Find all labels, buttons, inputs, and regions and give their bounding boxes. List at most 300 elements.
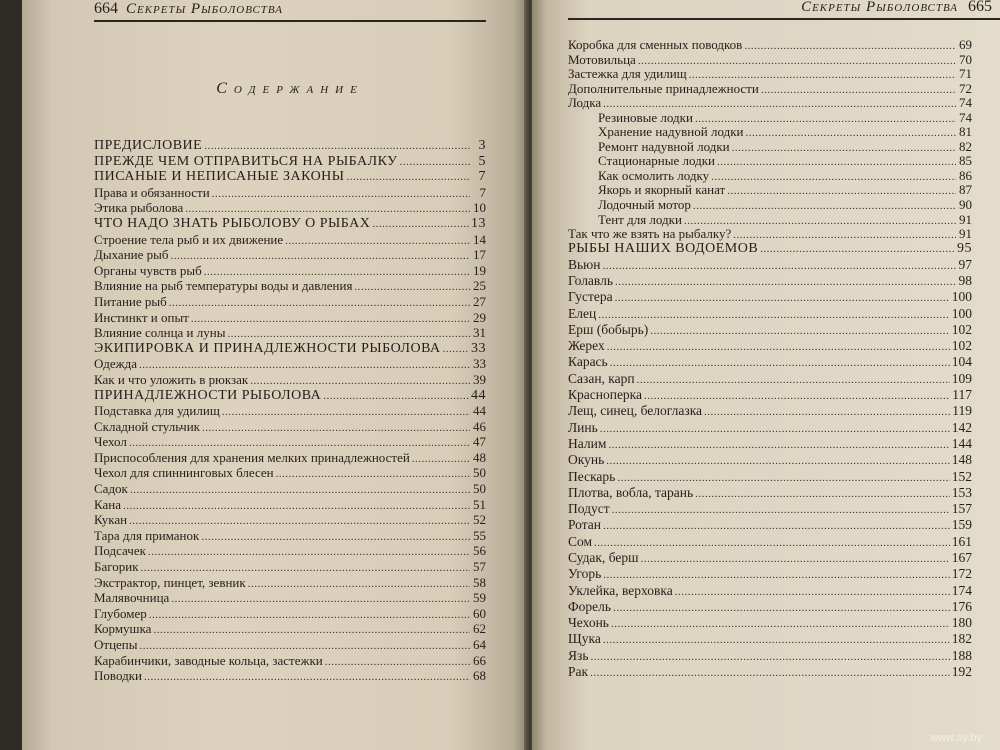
toc-entry-page: 176 (951, 598, 972, 614)
toc-entry-page: 33 (473, 356, 486, 372)
toc-entry (568, 306, 972, 322)
toc-entry (94, 232, 486, 248)
toc-entry (94, 154, 486, 170)
toc-leader-dots (600, 421, 950, 437)
toc-entry-page: 70 (959, 51, 972, 67)
toc-entry (94, 325, 486, 341)
toc-leader-dots (612, 502, 950, 518)
toc-entry (94, 419, 486, 435)
toc-entry-page: 100 (951, 289, 972, 305)
toc-entry-title: Плотва, вобла, тарань (568, 484, 694, 500)
toc-entry-title: Тара для приманок (94, 527, 200, 543)
toc-entry-title: Поводки (94, 668, 142, 684)
toc-entry (568, 550, 972, 566)
toc-entry (568, 501, 972, 517)
toc-entry (568, 289, 972, 305)
toc-entry-page: 29 (473, 309, 486, 325)
toc-entry (94, 403, 486, 419)
toc-entry (568, 322, 972, 338)
toc-leader-dots (760, 242, 955, 257)
toc-entry (568, 469, 972, 485)
toc-entry-page: 69 (959, 37, 972, 52)
toc-entry-title: Дыхание рыб (94, 247, 169, 263)
toc-leader-dots (650, 323, 950, 339)
toc-entry-title: Питание рыб (94, 293, 167, 309)
toc-entry-title: Язь (568, 647, 589, 663)
toc-leader-dots (325, 655, 470, 671)
toc-entry-page: 172 (951, 566, 972, 582)
toc-entry-title: Стационарные лодки (598, 153, 715, 169)
toc-entry-page: 174 (951, 582, 972, 598)
toc-entry-title: Карабинчики, заводные кольца, застежки (94, 652, 323, 668)
toc-entry (94, 543, 486, 559)
toc-entry (568, 648, 972, 664)
toc-entry (568, 111, 972, 126)
toc-entry-page: 102 (951, 321, 972, 337)
right-book-title: Секреты Рыболовства (801, 0, 958, 15)
toc-entry-title: Окунь (568, 452, 605, 468)
toc-entry-page: 59 (473, 590, 486, 606)
toc-leader-dots (610, 355, 950, 371)
toc-entry-page: 91 (959, 211, 972, 227)
toc-leader-dots (732, 141, 956, 156)
toc-entry-page: 144 (951, 435, 972, 451)
toc-entry (94, 559, 486, 575)
toc-entry-title: Лодочный мотор (598, 197, 691, 213)
toc-entry (568, 517, 972, 533)
toc-entry-page: 46 (473, 418, 486, 434)
toc-leader-dots (606, 453, 950, 469)
toc-entry (568, 125, 972, 140)
toc-entry-title: Малявочница (94, 590, 170, 606)
toc-entry-page: 39 (473, 371, 486, 387)
toc-entry-title: Приспособления для хранения мелких принадлежностей (94, 449, 410, 465)
toc-entry-title: Чехол (94, 434, 127, 450)
toc-entry-title: Линь (568, 419, 598, 435)
toc-entry-page: 7 (478, 169, 486, 185)
toc-leader-dots (285, 234, 470, 250)
toc-entry-page: 33 (471, 340, 486, 356)
contents-title: Содержание (216, 80, 364, 97)
toc-entry-title: ПИСАНЫЕ И НЕПИСАНЫЕ ЗАКОНЫ (94, 169, 345, 185)
toc-entry-title: ПРЕДИСЛОВИЕ (94, 138, 203, 153)
toc-entry-title: Кормушка (94, 621, 152, 637)
toc-entry-title: Сом (568, 533, 593, 549)
toc-entry (94, 575, 486, 591)
toc-entry-title: Вьюн (568, 256, 601, 272)
toc-entry-title: Органы чувств рыб (94, 262, 202, 278)
toc-entry-title: ПРИНАДЛЕЖНОСТИ РЫБОЛОВА (94, 387, 322, 403)
toc-entry-title: Подуст (568, 501, 610, 517)
toc-entry (568, 631, 972, 647)
left-folio: 664 (94, 0, 118, 17)
toc-leader-dots (613, 600, 950, 616)
toc-entry-title: Сазан, карп (568, 370, 635, 386)
toc-entry-page: 31 (473, 325, 486, 341)
toc-entry-page: 74 (959, 109, 972, 125)
toc-leader-dots (248, 577, 470, 593)
toc-entry-page: 85 (959, 153, 972, 169)
toc-entry (94, 263, 486, 279)
toc-entry-page: 153 (951, 484, 972, 500)
toc-entry-title: Подставка для удилищ (94, 403, 220, 419)
toc-entry (568, 257, 972, 273)
toc-entry-title: Этика рыболова (94, 200, 184, 216)
toc-entry-page: 86 (959, 167, 972, 183)
toc-entry-page: 81 (959, 124, 972, 140)
toc-leader-dots (191, 312, 470, 328)
toc-entry-title: Судак, берш (568, 550, 639, 565)
toc-entry-page: 90 (959, 197, 972, 213)
toc-entry-title: Красноперка (568, 387, 643, 403)
toc-entry-title: Строение тела рыб и их движение (94, 231, 284, 247)
toc-leader-dots (761, 83, 956, 98)
toc-leader-dots (354, 280, 470, 296)
toc-entry-page: 188 (951, 647, 972, 663)
toc-leader-dots (717, 155, 956, 170)
toc-entry-title: Как осмолить лодку (598, 167, 710, 183)
toc-entry-page: 109 (951, 370, 972, 386)
toc-entry-page: 57 (473, 559, 486, 575)
toc-entry (94, 512, 486, 528)
toc-entry (94, 606, 486, 622)
toc-entry-page: 3 (478, 138, 486, 153)
toc-leader-dots (611, 616, 950, 632)
toc-entry-title: Экстрактор, пинцет, зевник (94, 574, 246, 590)
toc-entry (568, 583, 972, 599)
toc-entry (94, 621, 486, 637)
toc-entry-title: ЧТО НАДО ЗНАТЬ РЫБОЛОВУ О РЫБАХ (94, 215, 371, 231)
toc-entry (568, 169, 972, 184)
toc-entry-title: Ремонт надувной лодки (598, 138, 730, 154)
toc-right (568, 38, 1000, 680)
toc-entry (568, 664, 972, 680)
toc-entry-title: Лодка (568, 95, 602, 111)
toc-entry-title: Застежка для удилищ (568, 66, 687, 82)
toc-entry-page: 17 (473, 247, 486, 263)
toc-entry (568, 534, 972, 550)
toc-entry-page: 104 (951, 354, 972, 370)
toc-entry (568, 599, 972, 615)
toc-entry-title: Кана (94, 496, 121, 512)
toc-entry-page: 182 (951, 631, 972, 647)
toc-entry-page: 60 (473, 605, 486, 621)
toc-entry-title: Права и обязанности (94, 184, 210, 200)
toc-leader-dots (347, 170, 470, 186)
toc-entry-page: 5 (478, 153, 486, 169)
toc-entry-title: Хранение надувной лодки (598, 124, 744, 140)
toc-entry-page: 51 (473, 496, 486, 512)
toc-entry (94, 372, 486, 388)
toc-entry (568, 354, 972, 370)
toc-entry (94, 169, 486, 185)
toc-entry-title: Багорик (94, 559, 139, 575)
toc-entry-page: 192 (951, 664, 972, 680)
toc-leader-dots (615, 290, 950, 306)
toc-leader-dots (171, 592, 470, 608)
toc-leader-dots (602, 258, 956, 274)
toc-entry-page: 72 (959, 80, 972, 96)
toc-entry-page: 14 (473, 231, 486, 247)
toc-entry-page: 100 (951, 305, 972, 321)
toc-leader-dots (591, 649, 950, 665)
toc-entry (568, 38, 972, 53)
toc-entry-page: 148 (951, 452, 972, 468)
watermark: www.ay.by (930, 732, 982, 744)
toc-leader-dots (170, 249, 470, 265)
toc-leader-dots (733, 228, 956, 243)
toc-entry (94, 481, 486, 497)
toc-entry-page: 102 (951, 338, 972, 354)
toc-entry-title: Чехол для спиннинговых блесен (94, 465, 274, 481)
toc-entry-title: Голавль (568, 272, 614, 288)
toc-entry-title: Коробка для сменных поводков (568, 37, 743, 52)
toc-entry-page: 44 (471, 387, 486, 403)
toc-leader-dots (711, 170, 956, 185)
toc-entry-title: Лещ, синец, белоглазка (568, 403, 703, 419)
toc-leader-dots (130, 483, 470, 499)
toc-entry-title: Влияние солнца и луны (94, 325, 226, 341)
toc-entry-title: Кукан (94, 512, 128, 528)
toc-entry (94, 138, 486, 154)
right-running-head (568, 0, 1000, 20)
toc-leader-dots (637, 372, 950, 388)
toc-leader-dots (644, 388, 950, 404)
toc-entry-title: Угорь (568, 566, 602, 582)
toc-entry (94, 247, 486, 263)
toc-entry-page: 47 (473, 434, 486, 450)
toc-entry-title: Влияние на рыб температуры воды и давления (94, 278, 353, 294)
toc-entry-title: Инстинкт и опыт (94, 309, 189, 325)
toc-entry-page: 119 (952, 403, 972, 419)
toc-entry-page: 44 (473, 403, 486, 419)
toc-entry-title: Форель (568, 598, 612, 614)
toc-entry-page: 157 (951, 501, 972, 517)
toc-entry-page: 50 (473, 465, 486, 481)
toc-entry-page: 71 (959, 66, 972, 82)
toc-entry-title: Густера (568, 289, 613, 305)
toc-entry (568, 67, 972, 82)
toc-entry (568, 387, 972, 403)
toc-entry (568, 436, 972, 452)
toc-entry (568, 566, 972, 582)
toc-leader-dots (607, 339, 950, 355)
toc-entry-title: Налим (568, 435, 607, 451)
toc-entry-page: 50 (473, 481, 486, 497)
toc-entry-title: ПРЕЖДЕ ЧЕМ ОТПРАВИТЬСЯ НА РЫБАЛКУ (94, 153, 398, 169)
toc-entry (568, 53, 972, 68)
toc-entry-page: 142 (951, 419, 972, 435)
toc-entry-title: Отцепы (94, 637, 138, 652)
toc-entry (94, 216, 486, 232)
toc-entry-title: Уклейка, верховка (568, 582, 673, 598)
toc-entry-page: 48 (473, 449, 486, 465)
toc-entry (568, 183, 972, 198)
toc-entry-title: Как и что уложить в рюкзак (94, 371, 249, 387)
toc-leader-dots (144, 670, 470, 686)
toc-entry (568, 420, 972, 436)
toc-entry-title: Рак (568, 664, 589, 680)
toc-entry-page: 95 (957, 240, 972, 256)
toc-entry (568, 96, 972, 111)
toc-leader-dots (693, 199, 956, 214)
toc-entry-page: 55 (473, 527, 486, 543)
toc-entry-page: 7 (479, 184, 486, 200)
toc-entry-page: 117 (952, 387, 972, 403)
toc-entry (94, 341, 486, 357)
toc-entry-title: Подсачек (94, 543, 146, 559)
toc-entry-page: 52 (473, 512, 486, 528)
toc-leader-dots (212, 187, 470, 203)
toc-entry-page: 58 (473, 574, 486, 590)
toc-entry (94, 668, 486, 684)
toc-entry (568, 371, 972, 387)
toc-entry-title: Одежда (94, 356, 137, 372)
toc-entry-page: 91 (959, 226, 972, 242)
toc-leader-dots (323, 389, 469, 405)
toc-entry (94, 310, 486, 326)
toc-entry-page: 87 (959, 182, 972, 198)
toc-entry-title: Мотовильца (568, 51, 636, 67)
toc-entry-title: Глубомер (94, 605, 147, 621)
toc-entry (568, 452, 972, 468)
toc-entry-page: 161 (951, 533, 972, 549)
toc-leader-dots (204, 139, 470, 155)
toc-entry (568, 227, 972, 242)
toc-entry (568, 338, 972, 354)
toc-entry (568, 403, 972, 419)
toc-entry-title: Ерш (бобырь) (568, 321, 649, 337)
toc-entry-page: 180 (951, 615, 972, 631)
toc-entry-page: 97 (958, 256, 972, 272)
toc-entry (94, 278, 486, 294)
toc-entry (94, 528, 486, 544)
toc-entry-title: Якорь и якорный канат (598, 182, 726, 198)
toc-entry-title: Тент для лодки (598, 211, 682, 227)
toc-entry-page: 56 (473, 543, 486, 559)
toc-leader-dots (201, 530, 470, 546)
toc-entry (94, 200, 486, 216)
toc-entry-title: Пескарь (568, 468, 616, 484)
toc-leader-dots (276, 467, 470, 483)
left-running-head (94, 0, 486, 22)
toc-entry (568, 242, 972, 257)
toc-leader-dots (202, 421, 470, 437)
toc-leader-dots (608, 437, 949, 453)
left-page (22, 0, 528, 750)
toc-leader-dots (443, 342, 469, 358)
toc-entry (568, 140, 972, 155)
toc-entry-page: 62 (473, 621, 486, 637)
toc-entry-page: 64 (473, 637, 486, 652)
toc-entry-title: Карась (568, 354, 608, 370)
toc-entry-page: 82 (959, 138, 972, 154)
toc-leader-dots (704, 404, 950, 420)
toc-leader-dots (641, 551, 950, 567)
toc-entry (94, 434, 486, 450)
toc-entry (94, 653, 486, 669)
toc-entry-page: 25 (473, 278, 486, 294)
toc-left (94, 138, 486, 684)
toc-entry-title: Жерех (568, 338, 605, 354)
toc-entry-title: РЫБЫ НАШИХ ВОДОЕМОВ (568, 240, 759, 256)
toc-entry-page: 10 (473, 200, 486, 216)
toc-leader-dots (222, 405, 470, 421)
toc-entry-title: Резиновые лодки (598, 109, 693, 125)
toc-leader-dots (169, 296, 470, 312)
toc-entry (94, 465, 486, 481)
toc-leader-dots (149, 608, 470, 624)
toc-entry-title: Ротан (568, 517, 602, 533)
toc-entry (94, 294, 486, 310)
toc-leader-dots (603, 567, 950, 583)
right-folio: 665 (968, 0, 992, 15)
toc-entry-page: 13 (471, 215, 486, 231)
toc-entry (568, 198, 972, 213)
toc-entry-page: 74 (959, 95, 972, 111)
toc-leader-dots (153, 623, 470, 639)
toc-entry-page: 66 (473, 652, 486, 668)
right-page (532, 0, 1000, 750)
toc-leader-dots (603, 632, 950, 648)
toc-entry (94, 497, 486, 513)
toc-entry-page: 19 (473, 262, 486, 278)
toc-entry (568, 485, 972, 501)
toc-entry (568, 82, 972, 97)
toc-entry-title: Садок (94, 481, 128, 497)
toc-entry (94, 590, 486, 606)
toc-entry (94, 388, 486, 404)
toc-leader-dots (745, 126, 956, 141)
toc-leader-dots (594, 535, 950, 551)
toc-entry-page: 167 (951, 550, 972, 565)
toc-entry-title: Дополнительные принадлежности (568, 80, 759, 96)
toc-entry-page: 152 (951, 468, 972, 484)
toc-entry (568, 213, 972, 228)
toc-leader-dots (727, 184, 956, 199)
toc-leader-dots (372, 217, 469, 233)
toc-entry-page: 27 (473, 293, 486, 309)
toc-leader-dots (590, 665, 950, 681)
toc-entry-title: ЭКИПИРОВКА И ПРИНАДЛЕЖНОСТИ РЫБОЛОВА (94, 340, 441, 356)
toc-leader-dots (744, 39, 956, 54)
toc-entry (568, 273, 972, 289)
toc-entry (568, 615, 972, 631)
toc-entry (94, 356, 486, 372)
toc-leader-dots (695, 486, 950, 502)
toc-leader-dots (598, 307, 950, 323)
toc-entry-title: Складной стульчик (94, 418, 200, 434)
left-book-title: Секреты Рыболовства (126, 1, 283, 17)
toc-entry (94, 450, 486, 466)
toc-leader-dots (603, 518, 950, 534)
toc-entry-page: 159 (951, 517, 972, 533)
toc-entry-title: Щука (568, 631, 601, 647)
toc-entry-title: Так что же взять на рыбалку? (568, 226, 732, 242)
toc-entry-page: 98 (958, 272, 972, 288)
toc-leader-dots (148, 545, 470, 561)
toc-leader-dots (675, 584, 950, 600)
toc-entry (94, 637, 486, 653)
toc-entry-title: Елец (568, 305, 597, 321)
toc-leader-dots (123, 499, 470, 515)
toc-leader-dots (400, 155, 470, 171)
toc-entry (94, 185, 486, 201)
toc-leader-dots (617, 470, 949, 486)
toc-entry-page: 68 (473, 668, 486, 684)
toc-leader-dots (412, 452, 470, 468)
toc-entry (568, 154, 972, 169)
